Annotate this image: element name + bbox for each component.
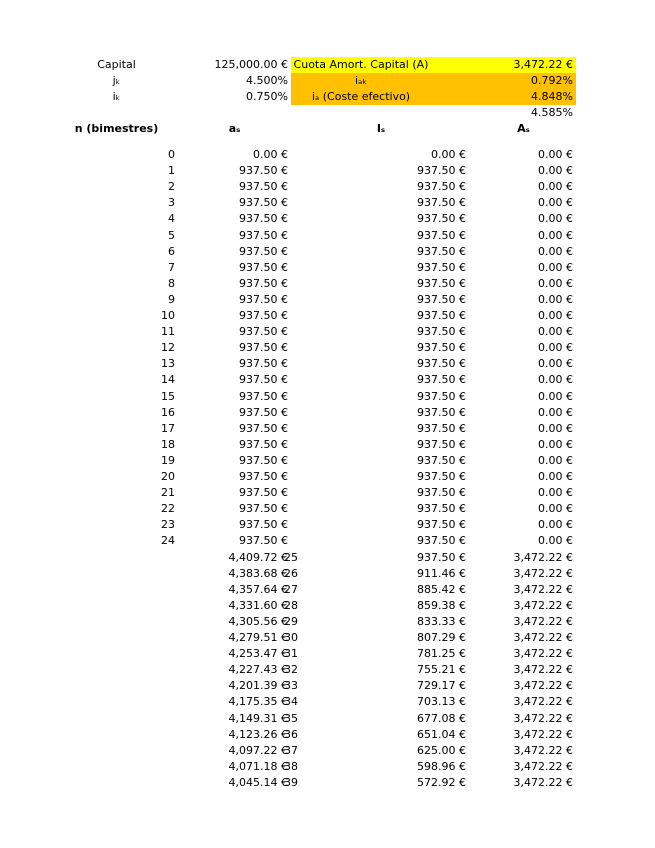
cell-a[interactable]: 937.50 € [239, 309, 288, 322]
column-header-i[interactable]: Iₛ [376, 122, 386, 135]
cell-a[interactable]: 937.50 € [239, 453, 288, 467]
cell-capital[interactable]: 3,472.22 € [513, 614, 573, 628]
cell-a[interactable]: 937.50 € [239, 470, 288, 483]
cell-capital[interactable]: 0.00 € [538, 212, 573, 226]
cell-a[interactable]: 937.50 € [239, 292, 288, 306]
cell-capital[interactable]: 3,472.22 € [513, 582, 573, 596]
cell-i[interactable]: 885.42 € [417, 582, 466, 596]
cell-a[interactable]: 4,279.51 € [228, 631, 288, 644]
cell-i[interactable]: 937.50 € [417, 260, 466, 274]
cell-a[interactable]: 4,253.47 € [228, 647, 288, 661]
cell-n[interactable]: 37 [284, 743, 298, 757]
cell-i[interactable]: 729.17 € [417, 679, 466, 693]
column-header-n[interactable]: n (bimestres) [74, 122, 159, 135]
iac-label[interactable]: iₐₖ [291, 73, 431, 89]
cell-a[interactable]: 937.50 € [239, 421, 288, 435]
cell-n[interactable]: 21 [161, 486, 175, 500]
cell-i[interactable]: 937.50 € [417, 357, 466, 371]
cell-i[interactable]: 937.50 € [417, 518, 466, 532]
cell-n[interactable]: 2 [168, 180, 175, 194]
cell-i[interactable]: 0.00 € [431, 148, 466, 161]
cell-a[interactable]: 937.50 € [239, 212, 288, 226]
cell-capital[interactable]: 0.00 € [538, 180, 573, 194]
cell-n[interactable]: 32 [284, 663, 298, 677]
cell-capital[interactable]: 3,472.22 € [513, 647, 573, 661]
cell-n[interactable]: 8 [168, 276, 175, 290]
cell-capital[interactable]: 0.00 € [538, 309, 573, 322]
cell-a[interactable]: 937.50 € [239, 373, 288, 387]
cell-i[interactable]: 937.50 € [417, 421, 466, 435]
cell-n[interactable]: 20 [161, 470, 175, 483]
cell-n[interactable]: 11 [161, 325, 175, 339]
cell-capital[interactable]: 3,472.22 € [513, 631, 573, 644]
cell-a[interactable]: 4,201.39 € [228, 679, 288, 693]
cell-a[interactable]: 937.50 € [239, 325, 288, 339]
cell-capital[interactable]: 0.00 € [538, 228, 573, 242]
cell-a[interactable]: 4,097.22 € [228, 743, 288, 757]
column-header-capital[interactable]: Aₛ [517, 122, 530, 135]
cell-capital[interactable]: 0.00 € [538, 453, 573, 467]
cell-a[interactable]: 937.50 € [239, 260, 288, 274]
ik-value[interactable]: 0.750% [246, 90, 288, 103]
cell-i[interactable]: 937.50 € [417, 502, 466, 516]
cell-n[interactable]: 7 [168, 260, 175, 274]
cell-capital[interactable]: 3,472.22 € [513, 695, 573, 709]
cell-a[interactable]: 4,357.64 € [228, 582, 288, 596]
cell-i[interactable]: 781.25 € [417, 647, 466, 661]
cell-i[interactable]: 937.50 € [417, 228, 466, 242]
cell-capital[interactable]: 0.00 € [538, 486, 573, 500]
cell-i[interactable]: 677.08 € [417, 711, 466, 725]
cell-n[interactable]: 26 [284, 566, 298, 580]
cell-i[interactable]: 937.50 € [417, 373, 466, 387]
cell-n[interactable]: 31 [284, 647, 298, 661]
j-value[interactable]: 4.500% [246, 74, 288, 87]
cell-i[interactable]: 937.50 € [417, 437, 466, 451]
cell-i[interactable]: 937.50 € [417, 164, 466, 178]
extra-rate-value[interactable]: 4.585% [531, 106, 573, 119]
cell-n[interactable]: 30 [284, 631, 298, 644]
cell-i[interactable]: 755.21 € [417, 663, 466, 677]
cuota-label[interactable]: Cuota Amort. Capital (A) [291, 57, 431, 73]
cell-n[interactable]: 13 [161, 357, 175, 371]
cell-i[interactable]: 937.50 € [417, 292, 466, 306]
cell-capital[interactable]: 0.00 € [538, 405, 573, 419]
cell-capital[interactable]: 0.00 € [538, 341, 573, 355]
cell-n[interactable]: 15 [161, 389, 175, 403]
cell-i[interactable]: 598.96 € [417, 759, 466, 773]
cell-a[interactable]: 937.50 € [239, 180, 288, 194]
cell-a[interactable]: 937.50 € [239, 164, 288, 178]
cell-capital[interactable]: 0.00 € [538, 389, 573, 403]
cell-n[interactable]: 24 [161, 534, 175, 548]
cell-capital[interactable]: 0.00 € [538, 357, 573, 371]
cell-capital[interactable]: 0.00 € [538, 164, 573, 178]
cell-n[interactable]: 22 [161, 502, 175, 516]
cell-capital[interactable]: 0.00 € [538, 421, 573, 435]
cell-n[interactable]: 5 [168, 228, 175, 242]
cell-capital[interactable]: 0.00 € [538, 502, 573, 516]
cell-capital[interactable]: 3,472.22 € [513, 598, 573, 612]
cell-a[interactable]: 937.50 € [239, 389, 288, 403]
cell-i[interactable]: 937.50 € [417, 341, 466, 355]
cell-i[interactable]: 937.50 € [417, 550, 466, 564]
cell-capital[interactable]: 3,472.22 € [513, 663, 573, 677]
cell-a[interactable]: 0.00 € [253, 148, 288, 161]
cell-i[interactable]: 937.50 € [417, 309, 466, 322]
cell-capital[interactable]: 0.00 € [538, 292, 573, 306]
cell-i[interactable]: 937.50 € [417, 244, 466, 258]
cell-n[interactable]: 25 [284, 550, 298, 564]
cell-capital[interactable]: 0.00 € [538, 437, 573, 451]
cell-n[interactable]: 14 [161, 373, 175, 387]
cell-a[interactable]: 937.50 € [239, 228, 288, 242]
column-header-a[interactable]: aₛ [228, 122, 241, 135]
cell-n[interactable]: 6 [168, 244, 175, 258]
cell-a[interactable]: 4,045.14 € [228, 775, 288, 789]
cell-capital[interactable]: 0.00 € [538, 244, 573, 258]
cell-a[interactable]: 937.50 € [239, 534, 288, 548]
cell-capital[interactable]: 0.00 € [538, 325, 573, 339]
coste-label[interactable]: iₐ (Coste efectivo) [291, 89, 431, 105]
cell-a[interactable]: 937.50 € [239, 341, 288, 355]
cell-capital[interactable]: 3,472.22 € [513, 775, 573, 789]
cell-a[interactable]: 4,227.43 € [228, 663, 288, 677]
cell-n[interactable]: 33 [284, 679, 298, 693]
cell-i[interactable]: 703.13 € [417, 695, 466, 709]
cell-i[interactable]: 937.50 € [417, 389, 466, 403]
cell-n[interactable]: 27 [284, 582, 298, 596]
cell-capital[interactable]: 3,472.22 € [513, 566, 573, 580]
cell-capital[interactable]: 0.00 € [538, 518, 573, 532]
cell-a[interactable]: 937.50 € [239, 357, 288, 371]
cell-n[interactable]: 38 [284, 759, 298, 773]
cell-n[interactable]: 1 [168, 164, 175, 178]
cell-i[interactable]: 937.50 € [417, 325, 466, 339]
cell-a[interactable]: 937.50 € [239, 196, 288, 210]
cell-n[interactable]: 39 [284, 775, 298, 789]
cell-n[interactable]: 12 [161, 341, 175, 355]
cell-i[interactable]: 937.50 € [417, 486, 466, 500]
cuota-value[interactable]: 3,472.22 € [431, 57, 576, 73]
cell-a[interactable]: 4,071.18 € [228, 759, 288, 773]
cell-a[interactable]: 4,175.35 € [228, 695, 288, 709]
cell-n[interactable]: 23 [161, 518, 175, 532]
cell-capital[interactable]: 0.00 € [538, 196, 573, 210]
cell-n[interactable]: 9 [168, 292, 175, 306]
cell-capital[interactable]: 3,472.22 € [513, 759, 573, 773]
cell-n[interactable]: 10 [161, 309, 175, 322]
cell-i[interactable]: 651.04 € [417, 727, 466, 741]
cell-capital[interactable]: 0.00 € [538, 260, 573, 274]
cell-n[interactable]: 16 [161, 405, 175, 419]
cell-i[interactable]: 807.29 € [417, 631, 466, 644]
cell-capital[interactable]: 3,472.22 € [513, 711, 573, 725]
cell-capital[interactable]: 0.00 € [538, 534, 573, 548]
cell-i[interactable]: 937.50 € [417, 180, 466, 194]
capital-label[interactable]: Capital [97, 58, 136, 71]
cell-n[interactable]: 35 [284, 711, 298, 725]
cell-n[interactable]: 18 [161, 437, 175, 451]
coste-value[interactable]: 4.848% [431, 89, 576, 105]
cell-capital[interactable]: 0.00 € [538, 470, 573, 483]
cell-i[interactable]: 911.46 € [417, 566, 466, 580]
cell-i[interactable]: 625.00 € [417, 743, 466, 757]
cell-n[interactable]: 17 [161, 421, 175, 435]
cell-i[interactable]: 937.50 € [417, 276, 466, 290]
cell-capital[interactable]: 0.00 € [538, 276, 573, 290]
cell-a[interactable]: 4,409.72 € [228, 550, 288, 564]
iac-value[interactable]: 0.792% [431, 73, 576, 89]
cell-i[interactable]: 937.50 € [417, 470, 466, 483]
cell-a[interactable]: 937.50 € [239, 486, 288, 500]
cell-a[interactable]: 4,331.60 € [228, 598, 288, 612]
cell-capital[interactable]: 3,472.22 € [513, 727, 573, 741]
cell-n[interactable]: 29 [284, 614, 298, 628]
capital-value[interactable]: 125,000.00 € [214, 58, 288, 71]
cell-i[interactable]: 937.50 € [417, 196, 466, 210]
cell-i[interactable]: 937.50 € [417, 534, 466, 548]
cell-a[interactable]: 4,149.31 € [228, 711, 288, 725]
cell-i[interactable]: 572.92 € [417, 775, 466, 789]
cell-n[interactable]: 34 [284, 695, 298, 709]
cell-n[interactable]: 3 [168, 196, 175, 210]
cell-a[interactable]: 937.50 € [239, 502, 288, 516]
cell-a[interactable]: 4,383.68 € [228, 566, 288, 580]
cell-a[interactable]: 4,305.56 € [228, 614, 288, 628]
cell-i[interactable]: 937.50 € [417, 212, 466, 226]
cell-capital[interactable]: 3,472.22 € [513, 679, 573, 693]
cell-i[interactable]: 833.33 € [417, 614, 466, 628]
ik-label[interactable]: iₖ [112, 90, 121, 103]
cell-capital[interactable]: 0.00 € [538, 148, 573, 161]
cell-a[interactable]: 937.50 € [239, 276, 288, 290]
cell-i[interactable]: 859.38 € [417, 598, 466, 612]
cell-n[interactable]: 36 [284, 727, 298, 741]
cell-i[interactable]: 937.50 € [417, 453, 466, 467]
j-label[interactable]: jₖ [112, 74, 121, 87]
cell-capital[interactable]: 3,472.22 € [513, 550, 573, 564]
cell-i[interactable]: 937.50 € [417, 405, 466, 419]
cell-n[interactable]: 0 [168, 148, 175, 161]
cell-n[interactable]: 19 [161, 453, 175, 467]
cell-a[interactable]: 4,123.26 € [228, 727, 288, 741]
cell-n[interactable]: 28 [284, 598, 298, 612]
cell-n[interactable]: 4 [168, 212, 175, 226]
cell-capital[interactable]: 0.00 € [538, 373, 573, 387]
cell-a[interactable]: 937.50 € [239, 405, 288, 419]
cell-capital[interactable]: 3,472.22 € [513, 743, 573, 757]
cell-a[interactable]: 937.50 € [239, 437, 288, 451]
cell-a[interactable]: 937.50 € [239, 518, 288, 532]
cell-a[interactable]: 937.50 € [239, 244, 288, 258]
